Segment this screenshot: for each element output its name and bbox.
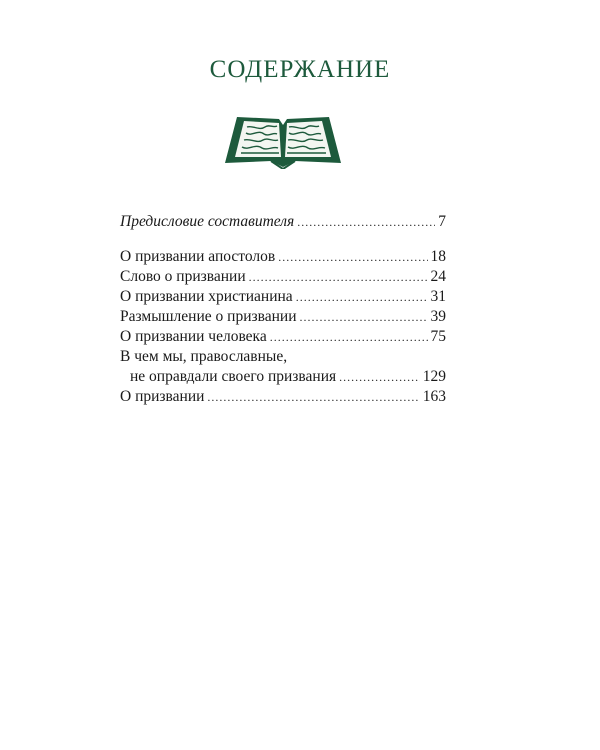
toc-entry-page: 75 [430,328,446,345]
toc-entry[interactable] [120,307,446,327]
toc-entry-page: 129 [422,368,446,385]
toc-entry-page: 31 [430,288,446,305]
toc-entry-page: 18 [430,248,446,265]
toc-entry-page: 163 [422,388,446,405]
toc-entry-title: Слово о призвании [120,268,246,285]
toc-entry[interactable] [120,287,446,307]
dot-leader [300,307,428,327]
page-title: СОДЕРЖАНИЕ [209,56,391,83]
toc-entry[interactable] [120,212,446,232]
toc-entry-page: 7 [438,213,446,230]
toc-entry-title: О призвании [120,388,205,405]
toc-entry[interactable] [120,347,446,387]
dot-leader [296,287,428,307]
toc-entry[interactable] [120,247,446,267]
toc-entry-title: О призвании апостолов [120,248,276,265]
toc-entry-title: Размышление о призвании [120,308,297,325]
toc-entry-title: О призвании человека [120,328,267,345]
toc-entry[interactable] [120,387,446,407]
dot-leader [249,267,428,287]
toc-entry-page: 39 [430,308,446,325]
dot-leader [270,327,428,347]
open-book-icon [221,113,345,169]
toc-entry-title-line2: не оправдали своего призвания [130,368,337,385]
toc-entry-title-line1: В чем мы, православные, [120,348,288,365]
toc-entry-title: Предисловие составителя [120,213,295,230]
toc-entry-title: О призвании христианина [120,288,293,305]
table-of-contents [120,212,446,407]
dot-leader [278,247,427,267]
toc-entry[interactable] [120,267,446,287]
dot-leader [297,212,435,232]
toc-entry-page: 24 [430,268,446,285]
dot-leader [207,387,419,407]
toc-entry[interactable] [120,327,446,347]
dot-leader [339,367,420,387]
